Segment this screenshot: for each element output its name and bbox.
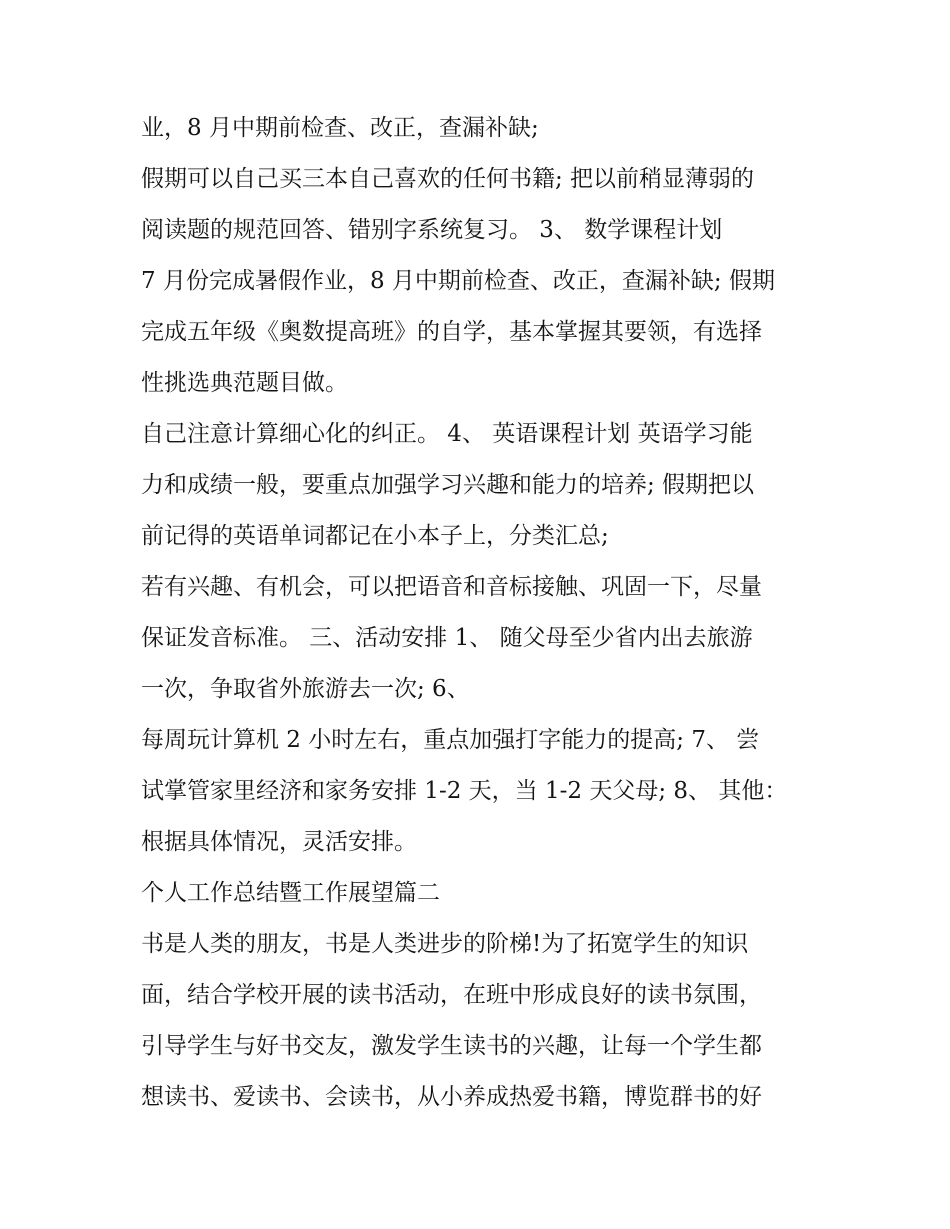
text-line: 假期可以自己买三本自己喜欢的任何书籍; 把以前稍显薄弱的 <box>141 166 755 192</box>
text-line: 自己注意计算细心化的纠正。 4、 英语课程计划 英语学习能 <box>141 421 753 447</box>
text-line: 书是人类的朋友，书是人类进步的阶梯!为了拓宽学生的知识 <box>141 931 749 957</box>
text-line: 试掌管家里经济和家务安排 1-2 天，当 1-2 天父母; 8、 其他： <box>141 778 788 804</box>
text-line: 保证发音标准。 三、活动安排 1、 随父母至少省内出去旅游 <box>141 625 753 651</box>
text-line: 一次，争取省外旅游去一次; 6、 <box>141 676 470 702</box>
text-line: 根据具体情况，灵活安排。 <box>141 829 417 855</box>
text-line: 力和成绩一般，要重点加强学习兴趣和能力的培养; 假期把以 <box>141 472 755 498</box>
text-line: 若有兴趣、有机会，可以把语音和音标接触、巩固一下，尽量 <box>141 574 762 600</box>
text-line: 想读书、爱读书、会读书，从小养成热爱书籍，博览群书的好 <box>141 1084 762 1110</box>
text-line: 引导学生与好书交友，激发学生读书的兴趣，让每一个学生都 <box>141 1033 762 1059</box>
text-line: 面，结合学校开展的读书活动，在班中形成良好的读书氛围， <box>141 982 762 1008</box>
text-line: 每周玩计算机 2 小时左右，重点加强打字能力的提高; 7、 尝 <box>141 727 760 753</box>
text-line: 前记得的英语单词都记在小本子上，分类汇总; <box>141 523 609 549</box>
document-body <box>141 108 821 1128</box>
text-line: 阅读题的规范回答、错别字系统复习。 3、 数学课程计划 <box>141 217 723 243</box>
section-heading: 个人工作总结暨工作展望篇二 <box>141 880 440 906</box>
text-line: 业，8 月中期前检查、改正，查漏补缺; <box>141 115 539 141</box>
text-line: 完成五年级《奥数提高班》的自学，基本掌握其要领，有选择 <box>141 319 762 345</box>
text-line: 性挑选典范题目做。 <box>141 370 348 396</box>
text-line: 7 月份完成暑假作业，8 月中期前检查、改正，查漏补缺; 假期 <box>141 268 775 294</box>
